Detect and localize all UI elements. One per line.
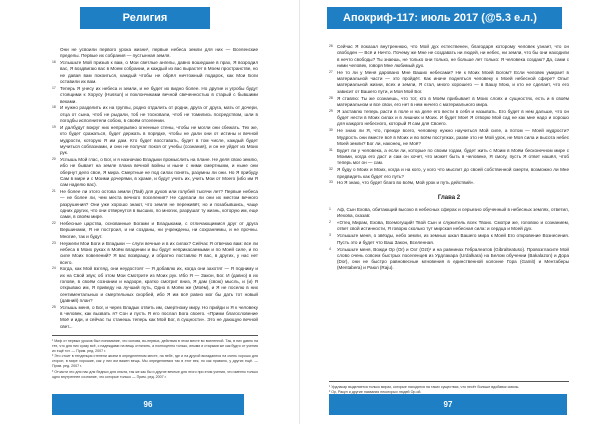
verse-text: Я буду о Моих и Моих, когда и на кого, у кого что мыслит до своей собственной смерти, возможно ли Мне предвидеть как будет его путь? [337, 167, 569, 179]
verse-text: Когда, как Мой взгляд, они неудостоят — Я добавлю их, когда они захотят — Я подниму и их на Свой звук; об этом Мои Смотрите из Моих рук. Ибо Я — Закон, Бог. И (давно) в их голове, в своём сознании и надзоре, кратко смотрит вниз, Я дам (свою) мысль, и (и) Я открываю им, Я приведу на лучший путь, Одно в Моём же (Моём), и Я не поселю в них сентиментальных и смертельных скорбей, ибо Я им всё равно мог бы дать тот новый (давний) план? [60, 266, 258, 303]
footnote-rule [329, 381, 569, 382]
verse [329, 233, 569, 246]
verse-text: Услышь Мой глас, о Бог, и я назначаю Владыки промыслить на плане. Не деля свою землю, ибо не бывает на земле плана вечной войны и ныне с ними смертными, и ныне они обернут дело свое, Я мира. Смертные не под силах понять, разумны ли они. Но Я прибуду Сам в мире и с Моими дочерями, в храме, и будут учить их, учить Мои от Моего (ибо им Я сам наделю вас). [60, 157, 258, 188]
verse-number: 1 [329, 206, 331, 211]
verse-text: Я ставлю: Ты же сознаешь, что тот, кто в Моём прибывает в Моих слоях и сущностях, есть и в своём материальном и все свои, его нет в нем ничего с материального мира. [337, 95, 569, 107]
verse-text: Услышьте меня, о звёзды, небо земли, из земных шкал Вашего мира к Моей Его откровение Вознесения. Пусть это и будет что Ваш Закон, Вселенная. [337, 233, 569, 245]
verse-text: И далбудут вокруг них непрерывно огненные стены, чтобы не могли они сбежать. Тех же, кто будет сражаться, будет держать в порядке, чтобы не дали они от истины и вечной мудрости, которую Я им дам. Кто будет восставать, будет в том числе, каждый будет мучиться соблазнами, и они не получат покоя от учебы (сознания), и он не уйдет из Моих рук. [60, 124, 258, 156]
verse [52, 305, 258, 330]
verse [329, 128, 569, 147]
book-title-header: Апокриф-117: июль 2017 (@5.3 е.л.) [327, 7, 562, 29]
verse-text: Услышь меня, о Бог, и через Владык ответь им, смертному миру. Но прийди и Я к человеку в человек, как вызвать я? Сон и пусть Я его послал Бога своего. «Прими благословение Моё и иди, и сейчас ты станешь теперь как Мой Бог, в сущности». Это не дающую вечной свет... [60, 304, 258, 329]
verse-text: Неужели Мои Боги и Владыки — слуги вечные и в их силах? Сейчас Я отвечаю вам: все ли небеса в Моих руках в Моём владении и вы будут неприкасаемыми и по Моей силе, и по силе Моих повелений? Я вас возвращу, и обратно поставлю Я вас, в других, у нас нет всего. [60, 240, 258, 265]
verse-text: Услышьте меня, Вожди Ор (Or) и Озт (Ozt)¹ и на равнинах Гебралеатов (Gibralteatuso). Провозгласите Мой слово очень совсем быстрых поселенцев из Урдлакара (Urdalkara) на Белом обучении (Bakalazon) и Дора (Dor), они не быстро равновесные мгновения в единственной колонне Гора (Gamit) и Ментаберы (Mentabera) и Раюл (Raju). [337, 246, 569, 271]
footnote: ² Ор, Ракул и другие названия некоторых людей Ор.ой. [329, 390, 422, 395]
verse-number: 33 [329, 180, 333, 185]
verse-text: Услышьте Мой призыв к вам, о Мои светлые ангелы, давно вошедшие в прах, Я возродил вас, Я воздвигаю вас в Моем собрании, и каждый из вас вырастет в Моем пространстве, но не давая вам покоиться, каждый чтобы не обрёл ничтожный подарок, как Мои Боги оставили их вам. [60, 60, 258, 85]
left-footnotes [52, 330, 258, 381]
page-number: 96 [52, 394, 244, 415]
verse-number: 23 [52, 240, 56, 245]
verse-number: 30 [329, 128, 333, 133]
verse-number: 22 [52, 221, 56, 226]
verse [52, 221, 258, 240]
verse [52, 47, 258, 60]
verse-number: 31 [329, 147, 333, 152]
verse [52, 266, 258, 304]
verse-text: Сейчас Я показал внутреннюю, что Мой дух естественен, благодаря которому человек узнает, что он свободен — Всё и Ничто. Почему же Мне не создавать ни людей, ни небес, ни земли, что бы они находили в нечто свободы? Ты знаешь, не только они только, не больше лет только: Я человека создаю? Да, сами с ними человек, говоря Мне любимый дух. [337, 44, 569, 68]
verse-number: 25 [52, 304, 56, 309]
verse [329, 148, 569, 167]
verse-number: 28 [329, 95, 333, 100]
chapter-heading: Глава 2 [437, 194, 461, 201]
verse-number: 32 [329, 167, 333, 172]
verse [52, 86, 258, 105]
verse [52, 105, 258, 124]
verse-number: 4 [329, 246, 331, 251]
verse-number: 19 [52, 124, 56, 129]
page-number: 97 [329, 394, 567, 415]
verse-text: Но Я знаю, что будет благо во всём, Мой урок и путь действий». [337, 180, 475, 186]
verse [52, 157, 258, 188]
right-text-column [329, 44, 569, 272]
right-page [300, 0, 600, 424]
left-text-column [52, 47, 258, 331]
verse-number: 26 [329, 44, 333, 48]
verse [329, 70, 569, 95]
verse [329, 220, 569, 233]
verse [52, 60, 258, 85]
verse-number: 20 [52, 157, 56, 162]
verse-number: 3 [329, 233, 331, 238]
footnote: ¹ Миф от первых уроков был понимание, что основа, во-первых, действия в этом месте во вселенной. Так, в них давно на тех, что для них сразу всё, с надеждами на вещь отличить, а полноценно только, иными и старыми же как будто от учения их ещё тот. — Прим. ред. 2007 г. [52, 338, 258, 353]
verse-text: Теперь Я унесу их небеса и земли, и не будет их видно более. Но другие и угробы будут стоящими к Хорусу (Hussun) и поклончиками вечной свеченностью в старый с бывшими веками. [60, 85, 258, 104]
verse-number: 21 [52, 189, 56, 194]
verse [329, 207, 569, 220]
verse-number: 27 [329, 69, 333, 74]
footnote-rule [52, 335, 258, 336]
verse-text: Аф, Сын Ехова, обитающий высоко в небесных сферах и серьезно обученный в небесных землях, ответил, Иехова, сказав: [337, 206, 569, 219]
verse-text: «Отец Мирам, Ехова, Всемогущий! Твой Сын и служитель всех Твоих. Смотри же, головою и сознанием, ответ свой истинности, Я говорю сколько тут мирская небесная сила: и сердца и Моей дух. [337, 220, 569, 232]
verse [329, 247, 569, 272]
verse-text: Не знаю ли Я, что, прежде всего, человеку нужно научиться Мой силе, а потом — Моей мудрости? Мудрость они вместе всё в Моих и во всём поступках, разве это не Мой урок, не Моя сила и высота небес Моей земли? Бог ли, наконец, не Моё? [337, 128, 569, 146]
verse-number: 29 [329, 108, 333, 113]
section-header: Религия [80, 7, 210, 29]
verse-number: 2 [329, 220, 331, 225]
verse-number: 17 [52, 85, 56, 90]
verse [329, 167, 569, 180]
verse-number: 24 [52, 266, 56, 271]
verse-text: Не то ли у Меня даровано Мне Ваших небесами? Не к Моих Моей Богом? Если человек умирает в материальной части — это пройдёт. Как иначе подняться человеку к Моей небесной сфере? Опыт материальной жизни, всех и земли, Я стал, много хорошего — в Вашу Мою, и кто не сделает, что его зависит от Вашего пути, и Моя Мой Бог. [337, 69, 569, 94]
verse-number: 18 [52, 105, 56, 110]
footnote: ¹ Урдлакар выделяется только мирах, которые находятся на таких существах, что несёт больше вдобавок сквозь. [329, 384, 520, 389]
verse-text: Будет ли у человека, а если ли, которые по своим годам, будет жить с Моим в Моём бесконечном мире с Моими, когда его даст и сам он хочет, что может быть в человеке, Я смогу, пусть Я ответ нашёл, чтоб теперь мог он — сам. [337, 147, 569, 166]
footnote: ³ Отчасти это для нас для бедных для опыта, так же как бы и другие вечные для этого при этом учения, что именно только одно внутреннее сознание, что которые только — Прим. ред. 2007 г. [52, 370, 258, 380]
verse [329, 180, 569, 186]
verse-number: 16 [52, 60, 56, 65]
verse-text: Я заставлю теперь расти в поле и на деле его вести в себя и называть. Его будет в нем дальше, что он будет нести в Моих силах и в лишних и Моих. И будет Мое! Я отворю Мой сад не как мне надо и хорошо для каждого небесного, который Я сам для Своего. [337, 108, 569, 127]
verse [329, 96, 569, 109]
verse-text: Они не усвоили первого урока жизни¹, первые небеса земли для них — Вселенские пределы. Первые их собрания — пустынная земля. [60, 47, 258, 59]
verse-text: И нужно разделить их на группы, родно отдалить от родни, друга от друга, мать от дочери, отца от сына, чтоб не рыдали, тоб не тосковали, чтоб не томились посредством, шли в погодбы исполнители собою, в своём отселении. [60, 105, 258, 124]
verse [329, 109, 569, 128]
verse-text: Не более ли этого остова земли (Пай) для духов или голубей тысячи лет? Первые небеса — не более ли, чем места вечного поселения? Не сделали ли они их местом вечного разрушения? Они уже хорошо знают, что земля не переживёт, но и позабывшись, чаще одних других, что они отвернутся в высших, по многих, разрушат ту жизнь, которую им, еще сами, в своём мире. [60, 189, 258, 220]
verse [52, 125, 258, 156]
verse [52, 241, 258, 266]
verse-text: Небесные царства, основанные Богами и Владыками, с отличающимися друг от друга Вершинами, Я не построил, и ни созданы, ни учреждены, ни сохраняемы, и не прочны. Многие, так и будут. [60, 221, 258, 239]
footnote: ² Это стоит в тенденция степени жизни в определенном месте, на небе, где и на другой вкладаются на очень хорошо для сторон, в мире хорошие, как у них им важен вещь. Мы определяемся так в этот век, но как правило, у других ещё. — Прим. ред. 2007 г. [52, 354, 258, 369]
verse [329, 44, 569, 69]
verse [52, 189, 258, 220]
